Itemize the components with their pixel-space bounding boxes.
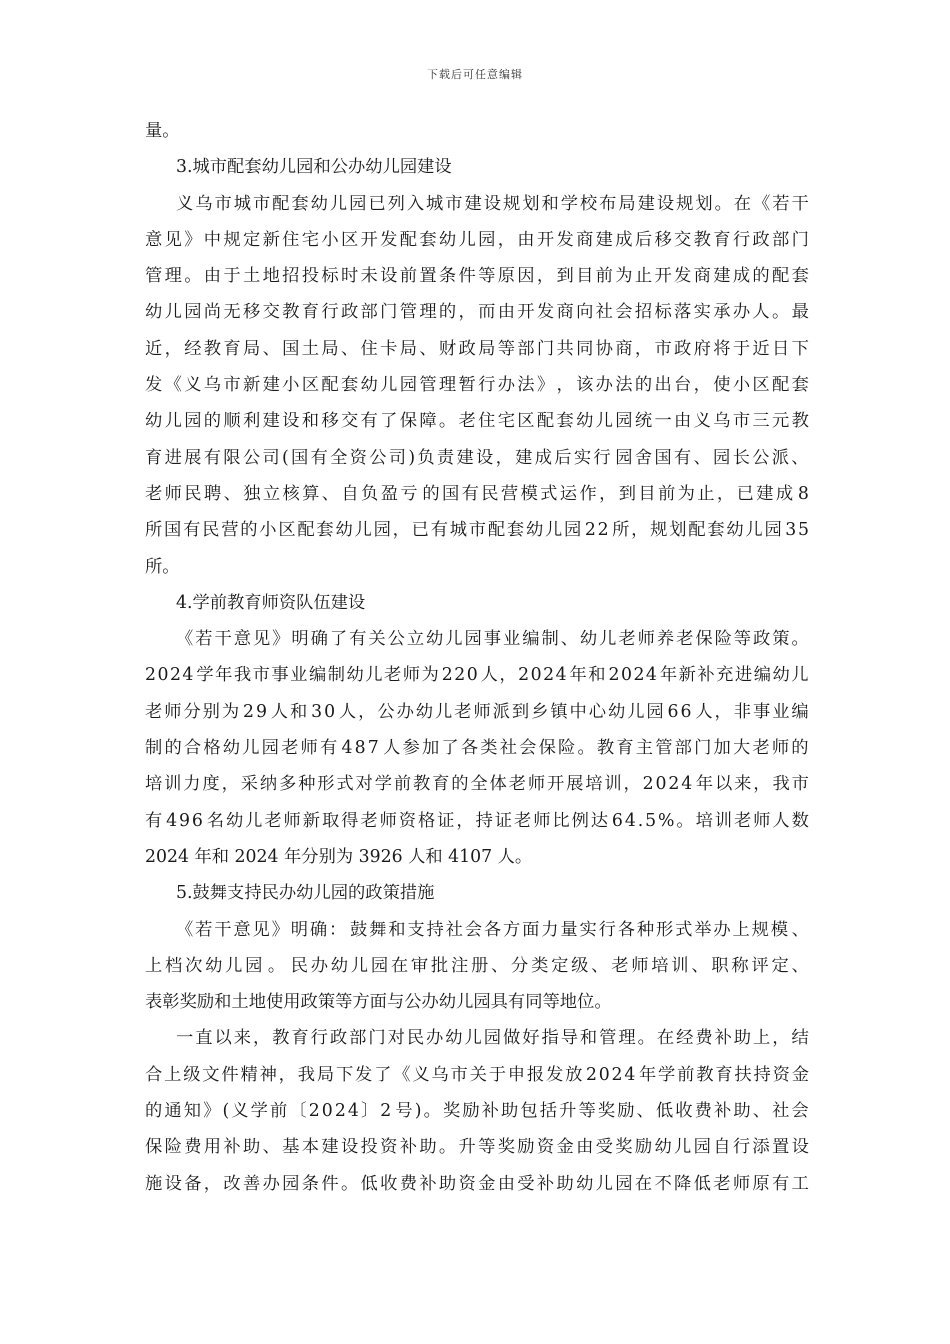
text-line: 近 ， 经 教 育 局 、 国 土 局 、 住 卡 局 、 财 政 局 等 部 门 共 同 协 商 ， 市 政 府 将 于 近 日 下 [145, 338, 809, 359]
text-line: 制 的 合 格 幼 儿 园 老 师 有 4 8 7 人 参 加 了 各 类 社 会 保 险 。 教 育 主 管 部 门 加 大 老 师 的 [145, 738, 809, 759]
section-heading-4: 4.学前教育师资队伍建设 [176, 592, 366, 613]
text-line: 合 上 级 文 件 精 神 ， 我 局 下 发 了 《 义 乌 市 关 于 申 报 发 放 2 0 2 4 年 学 前 教 育 扶 持 资 金 [145, 1064, 809, 1085]
text-line: 管 理 。 由 于 土 地 招 投 标 时 未 设 前 置 条 件 等 原 因 ， 到 目 前 为 止 开 发 商 建 成 的 配 套 [145, 266, 809, 287]
text-line: 《 若 干 意 见 》 明 确 了 有 关 公 立 幼 儿 园 事 业 编 制 、 幼 儿 老 师 养 老 保 险 等 政 策 。 [176, 629, 809, 650]
text-line: 所。 [145, 556, 180, 577]
text-line: 老 师 民 聘 、 独 立 核 算 、 自 负 盈 亏 的 国 有 民 营 模 式 运 作 ， 到 目 前 为 止 ， 已 建 成 8 [145, 483, 809, 504]
text-line: 发 《 义 乌 市 新 建 小 区 配 套 幼 儿 园 管 理 暂 行 办 法 》 ， 该 办 法 的 出 台 ， 使 小 区 配 套 [145, 375, 809, 396]
text-line: 有 4 9 6 名 幼 儿 老 师 新 取 得 老 师 资 格 证 ， 持 证 老 师 比 例 达 6 4 . 5 % 。 培 训 老 师 人 数 [145, 810, 809, 831]
text-line: 2 0 2 4 学 年 我 市 事 业 编 制 幼 儿 老 师 为 2 2 0 人 ， 2 0 2 4 年 和 2 0 2 4 年 新 补 充 进 编 幼 儿 [145, 665, 809, 686]
text-line: 老 师 分 别 为 2 9 人 和 3 0 人 ， 公 办 幼 儿 老 师 派 到 乡 镇 中 心 幼 儿 园 6 6 人 ， 非 事 业 编 [145, 701, 809, 722]
text-line: 《 若 干 意 见 》 明 确 ： 鼓 舞 和 支 持 社 会 各 方 面 力 量 实 行 各 种 形 式 举 办 上 规 模 、 [176, 919, 809, 940]
text-line: 一 直 以 来 ， 教 育 行 政 部 门 对 民 办 幼 儿 园 做 好 指 导 和 管 理 。 在 经 费 补 助 上 ， 结 [176, 1028, 809, 1049]
text-line: 2024 年和 2024 年分别为 3926 人和 4107 人。 [145, 846, 533, 867]
text-line: 表彰奖励和土地使用政策等方面与公办幼儿园具有同等地位。 [145, 992, 612, 1013]
text-line: 施 设 备 ， 改 善 办 园 条 件 。 低 收 费 补 助 资 金 由 受 补 助 幼 儿 园 在 不 降 低 老 师 原 有 工 [145, 1173, 809, 1194]
text-line: 上 档 次 幼 儿 园 。 民 办 幼 儿 园 在 审 批 注 册 、 分 类 定 级 、 老 师 培 训 、 职 称 评 定 、 [145, 955, 809, 976]
document-body [145, 113, 809, 1202]
text-line: 的 通 知 》 ( 义 学 前 〔 2 0 2 4 〕 2 号 ) 。 奖 励 补 助 包 括 升 等 奖 励 、 低 收 费 补 助 、 社 会 [145, 1101, 809, 1122]
text-line: 保 险 费 用 补 助 、 基 本 建 设 投 资 补 助 。 升 等 奖 励 资 金 由 受 奖 励 幼 儿 园 自 行 添 置 设 [145, 1137, 809, 1158]
section-heading-5: 5.鼓舞支持民办幼儿园的政策措施 [176, 883, 435, 904]
text-line: 量。 [145, 121, 180, 141]
text-line: 所 国 有 民 营 的 小 区 配 套 幼 儿 园 ， 已 有 城 市 配 套 幼 儿 园 2 2 所 ， 规 划 配 套 幼 儿 园 3 5 [145, 520, 809, 541]
text-line: 育 进 展 有 限 公 司 ( 国 有 全 资 公 司 ) 负 责 建 设 ， 建 成 后 实 行 园 舍 国 有 、 园 长 公 派 、 [145, 447, 809, 468]
text-line: 幼 儿 园 尚 无 移 交 教 育 行 政 部 门 管 理 的 ， 而 由 开 发 商 向 社 会 招 标 落 实 承 办 人 。 最 [145, 302, 809, 323]
page-header: 下载后可任意编辑 [427, 68, 523, 81]
text-line: 意 见 》 中 规 定 新 住 宅 小 区 开 发 配 套 幼 儿 园 ， 由 开 发 商 建 成 后 移 交 教 育 行 政 部 门 [145, 229, 809, 250]
text-line: 培 训 力 度 ， 采 纳 多 种 形 式 对 学 前 教 育 的 全 体 老 师 开 展 培 训 ， 2 0 2 4 年 以 来 ， 我 市 [145, 774, 809, 795]
section-heading-3: 3.城市配套幼儿园和公办幼儿园建设 [176, 157, 452, 178]
text-line: 义 乌 市 城 市 配 套 幼 儿 园 已 列 入 城 市 建 设 规 划 和 学 校 布 局 建 设 规 划 。 在 《 若 干 [176, 193, 809, 214]
text-line: 幼 儿 园 的 顺 利 建 设 和 移 交 有 了 保 障 。 老 住 宅 区 配 套 幼 儿 园 统 一 由 义 乌 市 三 元 教 [145, 411, 809, 432]
